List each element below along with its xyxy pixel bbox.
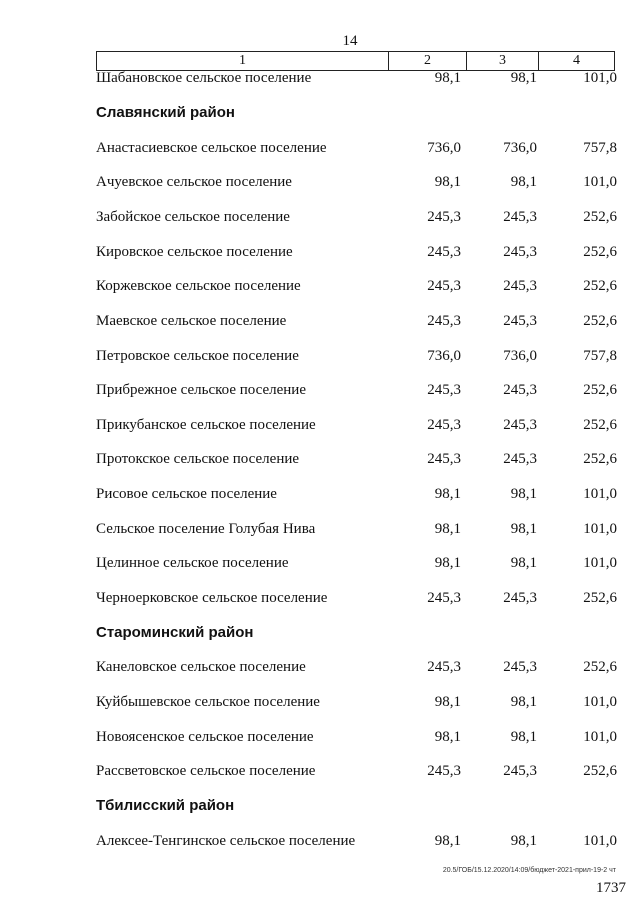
value-col-2: 245,3 (427, 313, 461, 329)
value-col-2: 98,1 (434, 486, 461, 502)
value-col-2: 245,3 (427, 763, 461, 779)
settlement-name: Рассветовское сельское поселение (96, 763, 316, 779)
settlement-name: Ачуевское сельское поселение (96, 174, 292, 190)
header-col-3: 3 (499, 53, 506, 68)
table-header (96, 51, 615, 71)
district-heading: Староминский район (96, 624, 254, 641)
value-col-3: 98,1 (510, 174, 537, 190)
settlement-name: Протокское сельское поселение (96, 451, 300, 467)
value-col-4: 252,6 (583, 659, 617, 675)
settlement-name: Коржевское сельское поселение (96, 278, 301, 294)
settlement-name: Целинное сельское поселение (96, 555, 289, 571)
value-col-4: 101,0 (583, 70, 617, 86)
settlement-name: Маевское сельское поселение (96, 313, 287, 329)
footer-code: 20.5/ГОБ/15.12.2020/14:09/бюджет-2021-прил-19-2 чт (442, 867, 616, 874)
settlement-name: Прибрежное сельское поселение (96, 382, 306, 398)
value-col-4: 252,6 (583, 244, 617, 260)
value-col-2: 98,1 (434, 555, 461, 571)
district-heading: Славянский район (96, 104, 235, 121)
value-col-4: 252,6 (583, 590, 617, 606)
value-col-2: 98,1 (434, 174, 461, 190)
settlement-name: Сельское поселение Голубая Нива (96, 521, 316, 537)
value-col-4: 101,0 (583, 486, 617, 502)
value-col-2: 245,3 (427, 244, 461, 260)
table-row (96, 243, 617, 261)
settlement-name: Рисовое сельское поселение (96, 486, 277, 502)
value-col-2: 98,1 (434, 70, 461, 86)
value-col-2: 98,1 (434, 729, 461, 745)
value-col-3: 245,3 (503, 209, 537, 225)
table-row (96, 728, 617, 746)
value-col-3: 736,0 (503, 348, 537, 364)
value-col-3: 98,1 (510, 555, 537, 571)
header-col-4: 4 (573, 53, 580, 68)
value-col-3: 245,3 (503, 763, 537, 779)
settlement-name: Кировское сельское поселение (96, 244, 293, 260)
value-col-4: 101,0 (583, 833, 617, 849)
value-col-3: 245,3 (503, 244, 537, 260)
page-number: 14 (342, 33, 358, 49)
table-row (96, 520, 617, 538)
value-col-3: 98,1 (510, 833, 537, 849)
settlement-name: Прикубанское сельское поселение (96, 417, 316, 433)
value-col-3: 98,1 (510, 694, 537, 710)
value-col-2: 245,3 (427, 417, 461, 433)
value-col-4: 757,8 (583, 348, 617, 364)
value-col-2: 245,3 (427, 451, 461, 467)
settlement-name: Черноерковское сельское поселение (96, 590, 328, 606)
value-col-4: 252,6 (583, 313, 617, 329)
table-row (96, 173, 617, 191)
value-col-2: 736,0 (427, 140, 461, 156)
table-row (96, 485, 617, 503)
value-col-4: 252,6 (583, 417, 617, 433)
table-row (96, 658, 617, 676)
value-col-2: 245,3 (427, 278, 461, 294)
value-col-2: 245,3 (427, 209, 461, 225)
header-col-1: 1 (239, 53, 246, 68)
table-row (96, 312, 617, 330)
value-col-2: 98,1 (434, 521, 461, 537)
value-col-2: 98,1 (434, 694, 461, 710)
table-row (96, 69, 617, 87)
value-col-4: 757,8 (583, 140, 617, 156)
value-col-4: 101,0 (583, 729, 617, 745)
value-col-3: 736,0 (503, 140, 537, 156)
settlement-name: Петровское сельское поселение (96, 348, 299, 364)
value-col-4: 101,0 (583, 694, 617, 710)
value-col-4: 101,0 (583, 521, 617, 537)
value-col-4: 252,6 (583, 382, 617, 398)
settlement-name: Анастасиевское сельское поселение (96, 140, 327, 156)
value-col-4: 101,0 (583, 555, 617, 571)
table-row (96, 347, 617, 365)
table-row (96, 450, 617, 468)
district-heading: Тбилисский район (96, 797, 235, 814)
settlement-name: Новоясенское сельское поселение (96, 729, 314, 745)
settlement-name: Алексее-Тенгинское сельское поселение (96, 833, 356, 849)
value-col-4: 252,6 (583, 209, 617, 225)
value-col-3: 98,1 (510, 70, 537, 86)
value-col-4: 252,6 (583, 763, 617, 779)
value-col-3: 98,1 (510, 486, 537, 502)
value-col-4: 252,6 (583, 451, 617, 467)
value-col-3: 245,3 (503, 590, 537, 606)
value-col-3: 98,1 (510, 729, 537, 745)
table-row (96, 554, 617, 572)
value-col-2: 245,3 (427, 590, 461, 606)
table-row (96, 277, 617, 295)
value-col-2: 245,3 (427, 382, 461, 398)
table-row (96, 139, 617, 157)
value-col-2: 98,1 (434, 833, 461, 849)
settlement-name: Канеловское сельское поселение (96, 659, 306, 675)
value-col-3: 245,3 (503, 451, 537, 467)
value-col-3: 245,3 (503, 659, 537, 675)
value-col-3: 245,3 (503, 417, 537, 433)
value-col-4: 101,0 (583, 174, 617, 190)
settlement-name: Шабановское сельское поселение (96, 70, 312, 86)
value-col-3: 245,3 (503, 278, 537, 294)
settlement-name: Забойское сельское поселение (96, 209, 290, 225)
table-row (96, 381, 617, 399)
table-row (96, 208, 617, 226)
value-col-4: 252,6 (583, 278, 617, 294)
table-row (96, 416, 617, 434)
value-col-3: 98,1 (510, 521, 537, 537)
value-col-3: 245,3 (503, 382, 537, 398)
value-col-2: 736,0 (427, 348, 461, 364)
table-row (96, 762, 617, 780)
value-col-2: 245,3 (427, 659, 461, 675)
settlement-name: Куйбышевское сельское поселение (96, 694, 320, 710)
header-col-2: 2 (424, 53, 431, 68)
value-col-3: 245,3 (503, 313, 537, 329)
footer-page-number: 1737 (596, 880, 626, 896)
table-row (96, 832, 617, 850)
table-row (96, 589, 617, 607)
table-row (96, 693, 617, 711)
